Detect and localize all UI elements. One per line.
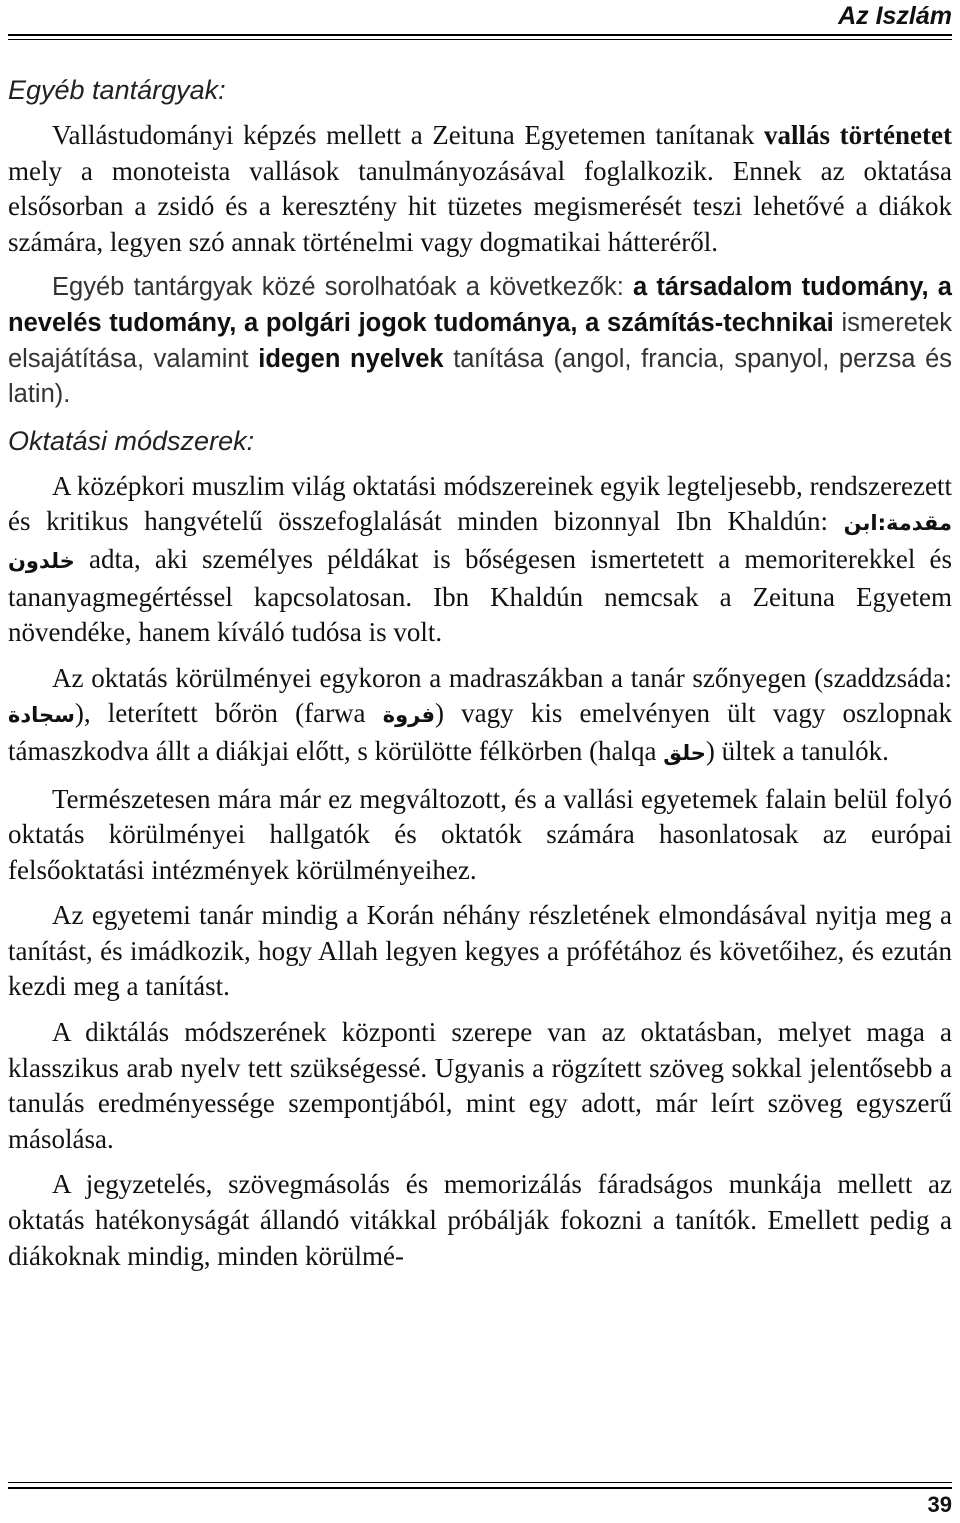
section-heading-other-subjects: Egyéb tantárgyak: xyxy=(8,75,226,105)
arabic-term: سجادة xyxy=(8,703,75,728)
arabic-term: حلق xyxy=(663,740,706,765)
bold-term: a társadalom tudomány, a nevelés tudomány, a polgári jogok tudománya, a számítás-technikai xyxy=(8,273,952,337)
arabic-term: مقدمة:ابن خلدون xyxy=(8,511,952,573)
section-heading-teaching-methods: Oktatási módszerek: xyxy=(8,425,255,456)
text: Az oktatás körülményei egykoron a madraszákban a tanár szőnyegen (szaddzsáda: xyxy=(52,662,952,693)
paragraph-opening-prayer: Az egyetemi tanár mindig a Korán néhány részletének elmondásával nyitja meg a tanítást, és imádkozik, hogy Allah legyen kegyes a prófétához és követőihez, és ezután kezdi meg a tanítást. xyxy=(8,900,952,1002)
paragraph-other-subjects xyxy=(8,270,952,412)
text: Egyéb tantárgyak közé sorolhatóak a következők: xyxy=(52,273,633,302)
paragraph-dictation: A diktálás módszerének központi szerepe van az oktatásban, melyet maga a klasszikus arab nyelv tett szükségessé. Ugyanis a rögzített szöveg sokkal jelentősebb a tanulás eredményessége szempontjából, mint egy adott, már leírt szöveg egyszerű másolása. xyxy=(8,1017,952,1154)
text: ) ültek a tanulók. xyxy=(705,735,889,766)
text: ) vagy kis emelvényen ült vagy oszlopnak támaszkodva állt a diákjai előtt, s körülötte félkörben (halqa xyxy=(8,698,953,766)
bold-term: vallás történetet xyxy=(763,120,952,150)
paragraph-religious-history xyxy=(8,118,952,260)
page-header xyxy=(0,0,960,34)
header-rule-thin xyxy=(8,39,952,40)
running-title: Az Iszlám xyxy=(838,2,952,30)
text: mely a monoteista vallások tanulmányozásával foglalkozik. Ennek az oktatása elsősorban a zsidó és a keresztény hit tüzetes megismerését teszi lehetővé a diákok számára, legyen szó annak történelmi vagy dogmatikai hátteréről. xyxy=(8,155,952,257)
paragraph-madrasa-conditions xyxy=(8,661,952,772)
text: ismeretek elsajátítása, valamint xyxy=(8,308,952,373)
paragraph-note-taking: A jegyzetelés, szövegmásolás és memorizálás fáradságos munkája mellett az oktatás hatékonyságát állandó vitákkal próbálják fokozni a tanítók. Emellett pedig a diákoknak mindig, minden körülmé- xyxy=(8,1169,952,1271)
arabic-term: فروة xyxy=(382,703,435,728)
footer-rule-thin xyxy=(8,1482,952,1483)
paragraph-modern-conditions: Természetesen mára már ez megváltozott, és a vallási egyetemek falain belül folyó oktatás körülményei hallgatók és oktatók számára hasonlatosak az európai felsőoktatási intézmények körülményeihez. xyxy=(8,783,952,885)
page-footer xyxy=(0,1470,960,1523)
header-rule-thick xyxy=(8,34,952,36)
text: A középkori muszlim világ oktatási módszereinek egyik legteljesebb, rendszerezett és kritikus hangvételű összefoglalását minden bizonnyal Ibn Khaldún: xyxy=(8,470,952,537)
text: adta, aki személyes példákat is bőségesen ismertetett a memoriterekkel és tananyagmegértéssel kapcsolatosan. Ibn Khaldún nemcsak a Zeituna Egyetem növendéke, hanem kíváló tudósa is volt. xyxy=(8,543,952,648)
footer-rule-thick xyxy=(8,1487,952,1489)
text: Vallástudományi képzés mellett a Zeituna Egyetemen tanítanak xyxy=(52,120,764,150)
bold-term: idegen nyelvek xyxy=(258,344,444,373)
paragraph-ibn-khaldun xyxy=(8,469,952,651)
text: ), leterített bőrön (farwa xyxy=(74,698,383,729)
page-number: 39 xyxy=(927,1492,952,1517)
page-body xyxy=(8,72,952,1284)
text: tanítása (angol, francia, spanyol, perzsa és latin). xyxy=(8,344,953,409)
